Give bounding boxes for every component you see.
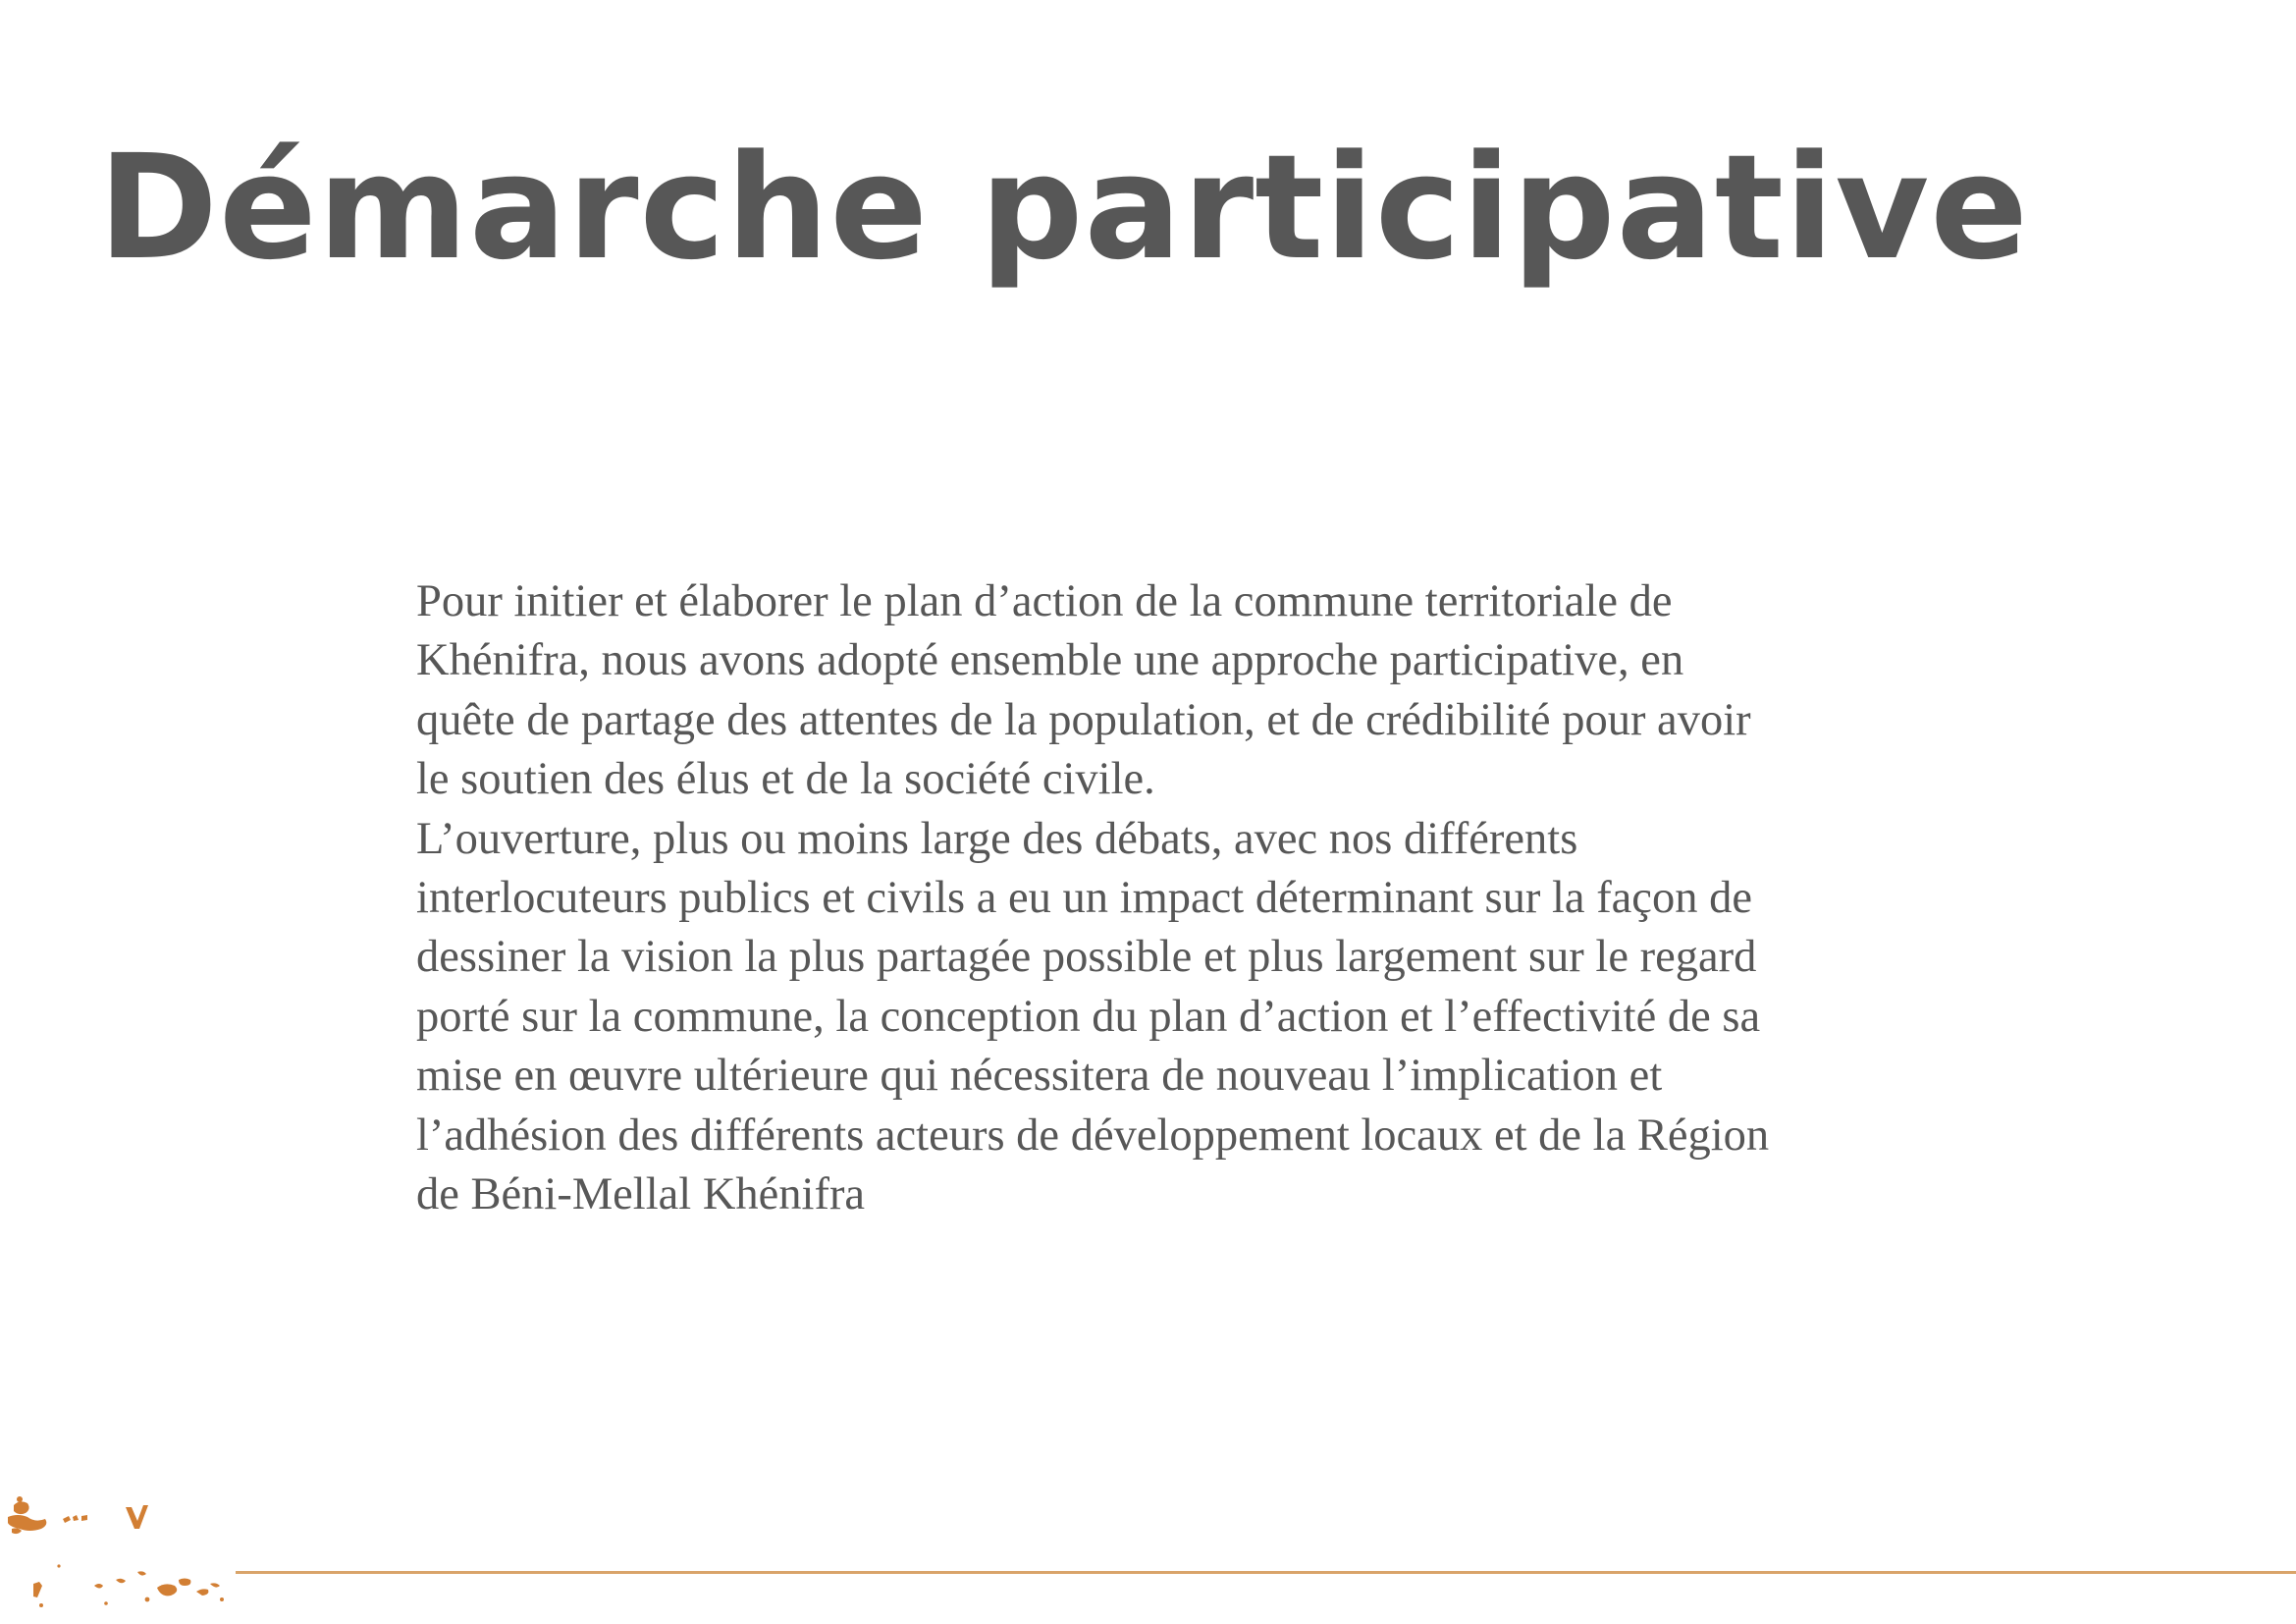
decorative-splash-logo-icon: [0, 1478, 240, 1624]
body-paragraph-1: Pour initier et élaborer le plan d’action de la commune territoriale de Khénifra, nous avons adopté ensemble une approche participative, en quête de partage des attentes de la population, et de crédibilité pour avoir le soutien des élus et de la société civile.: [416, 576, 1751, 805]
footer-divider: [236, 1571, 2296, 1574]
slide-body: [416, 572, 1908, 1224]
body-paragraph-2: L’ouverture, plus ou moins large des débats, avec nos différents interlocuteurs publics et civils a eu un impact déterminant sur la façon de dessiner la vision la plus partagée possible et plus largement sur le regard porté sur la commune, la conception du plan d’action et l’effectivité de sa mise en œuvre ultérieure qui nécessitera de nouveau l’implication et l’adhésion des différents acteurs de développement locaux et de la Région de Béni-Mellal Khénifra: [416, 813, 1770, 1220]
slide-title: Démarche participative: [98, 124, 2029, 292]
